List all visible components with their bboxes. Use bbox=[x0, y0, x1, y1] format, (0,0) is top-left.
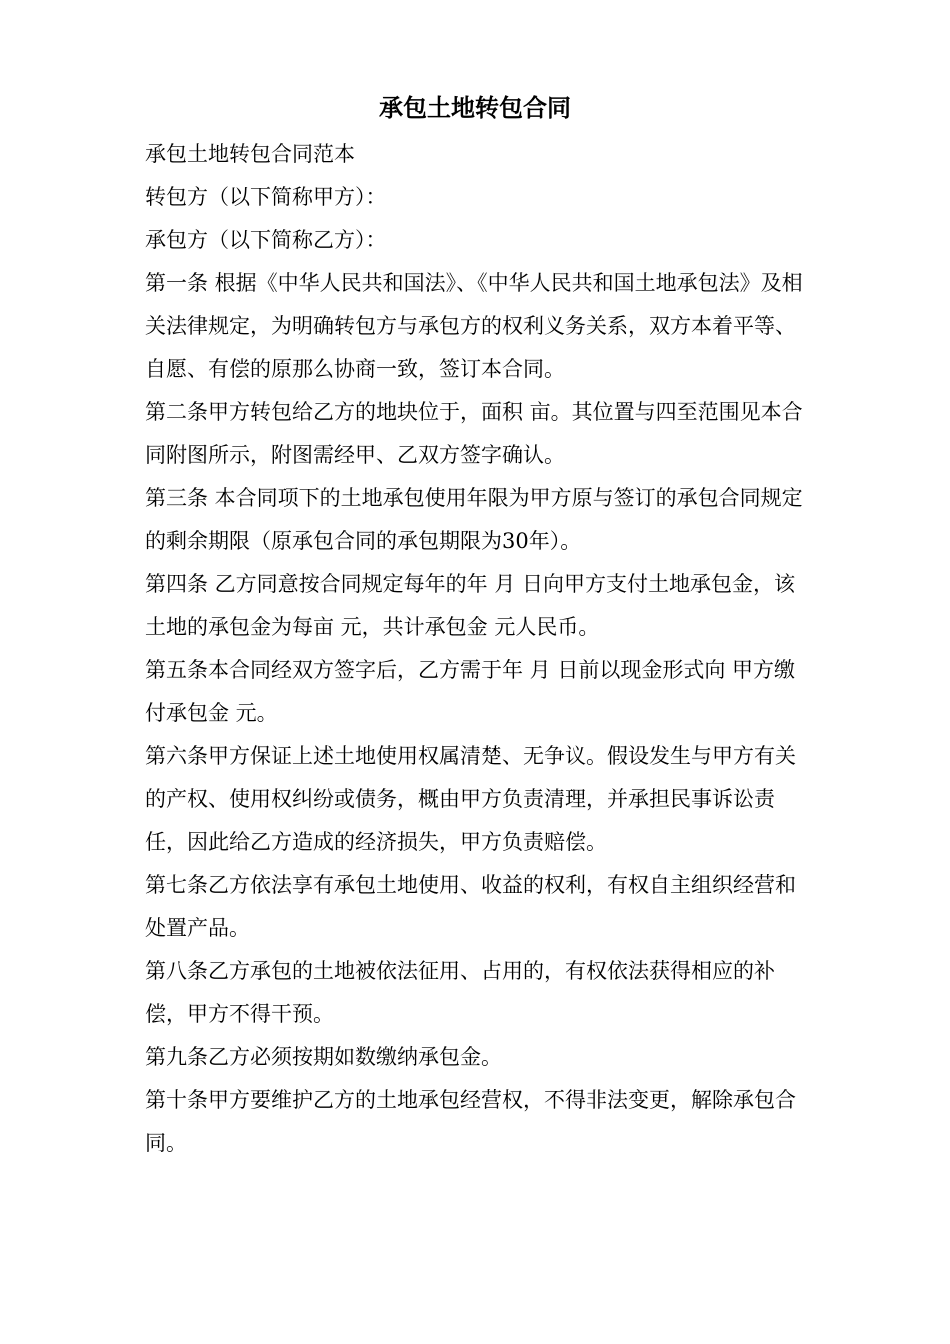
paragraph-subtitle: 承包土地转包合同范本 bbox=[145, 142, 355, 166]
paragraph-article-2: 第二条甲方转包给乙方的地块位于，面积 亩。其位置与四至范围见本合同附图所示，附图需经甲、乙双方签字确认。 bbox=[145, 400, 803, 467]
paragraph-party-a: 转包方（以下简称甲方）： bbox=[145, 185, 387, 209]
paragraph-article-10: 第十条甲方要维护乙方的土地承包经营权，不得非法变更，解除承包合同。 bbox=[145, 1088, 796, 1155]
paragraph-article-4: 第四条 乙方同意按合同规定每年的年 月 日向甲方支付土地承包金，该土地的承包金为每亩 元，共计承包金 元人民币。 bbox=[145, 572, 796, 639]
paragraph-article-3: 第三条 本合同项下的土地承包使用年限为甲方原与签订的承包合同规定的剩余期限（原承包合同的承包期限为30年）。 bbox=[145, 486, 803, 553]
document-body bbox=[145, 133, 805, 1165]
paragraph-article-1: 第一条 根据《中华人民共和国法》、《中华人民共和国土地承包法》及相关法律规定，为明确转包方与承包方的权利义务关系，双方本着平等、自愿、有偿的原那么协商一致，签订本合同。 bbox=[145, 271, 803, 381]
paragraph-article-7: 第七条乙方依法享有承包土地使用、收益的权利，有权自主组织经营和处置产品。 bbox=[145, 873, 796, 940]
document-title: 承包土地转包合同 bbox=[379, 93, 571, 122]
paragraph-article-9: 第九条乙方必须按期如数缴纳承包金。 bbox=[145, 1045, 502, 1069]
paragraph-article-6: 第六条甲方保证上述土地使用权属清楚、无争议。假设发生与甲方有关的产权、使用权纠纷或债务，概由甲方负责清理，并承担民事诉讼责任，因此给乙方造成的经济损失，甲方负责赔偿。 bbox=[145, 744, 796, 854]
paragraph-article-8: 第八条乙方承包的土地被依法征用、占用的，有权依法获得相应的补偿，甲方不得干预。 bbox=[145, 959, 775, 1026]
paragraph-article-5: 第五条本合同经双方签字后，乙方需于年 月 日前以现金形式向 甲方缴付承包金 元。 bbox=[145, 658, 796, 725]
paragraph-party-b: 承包方（以下简称乙方）： bbox=[145, 228, 387, 252]
